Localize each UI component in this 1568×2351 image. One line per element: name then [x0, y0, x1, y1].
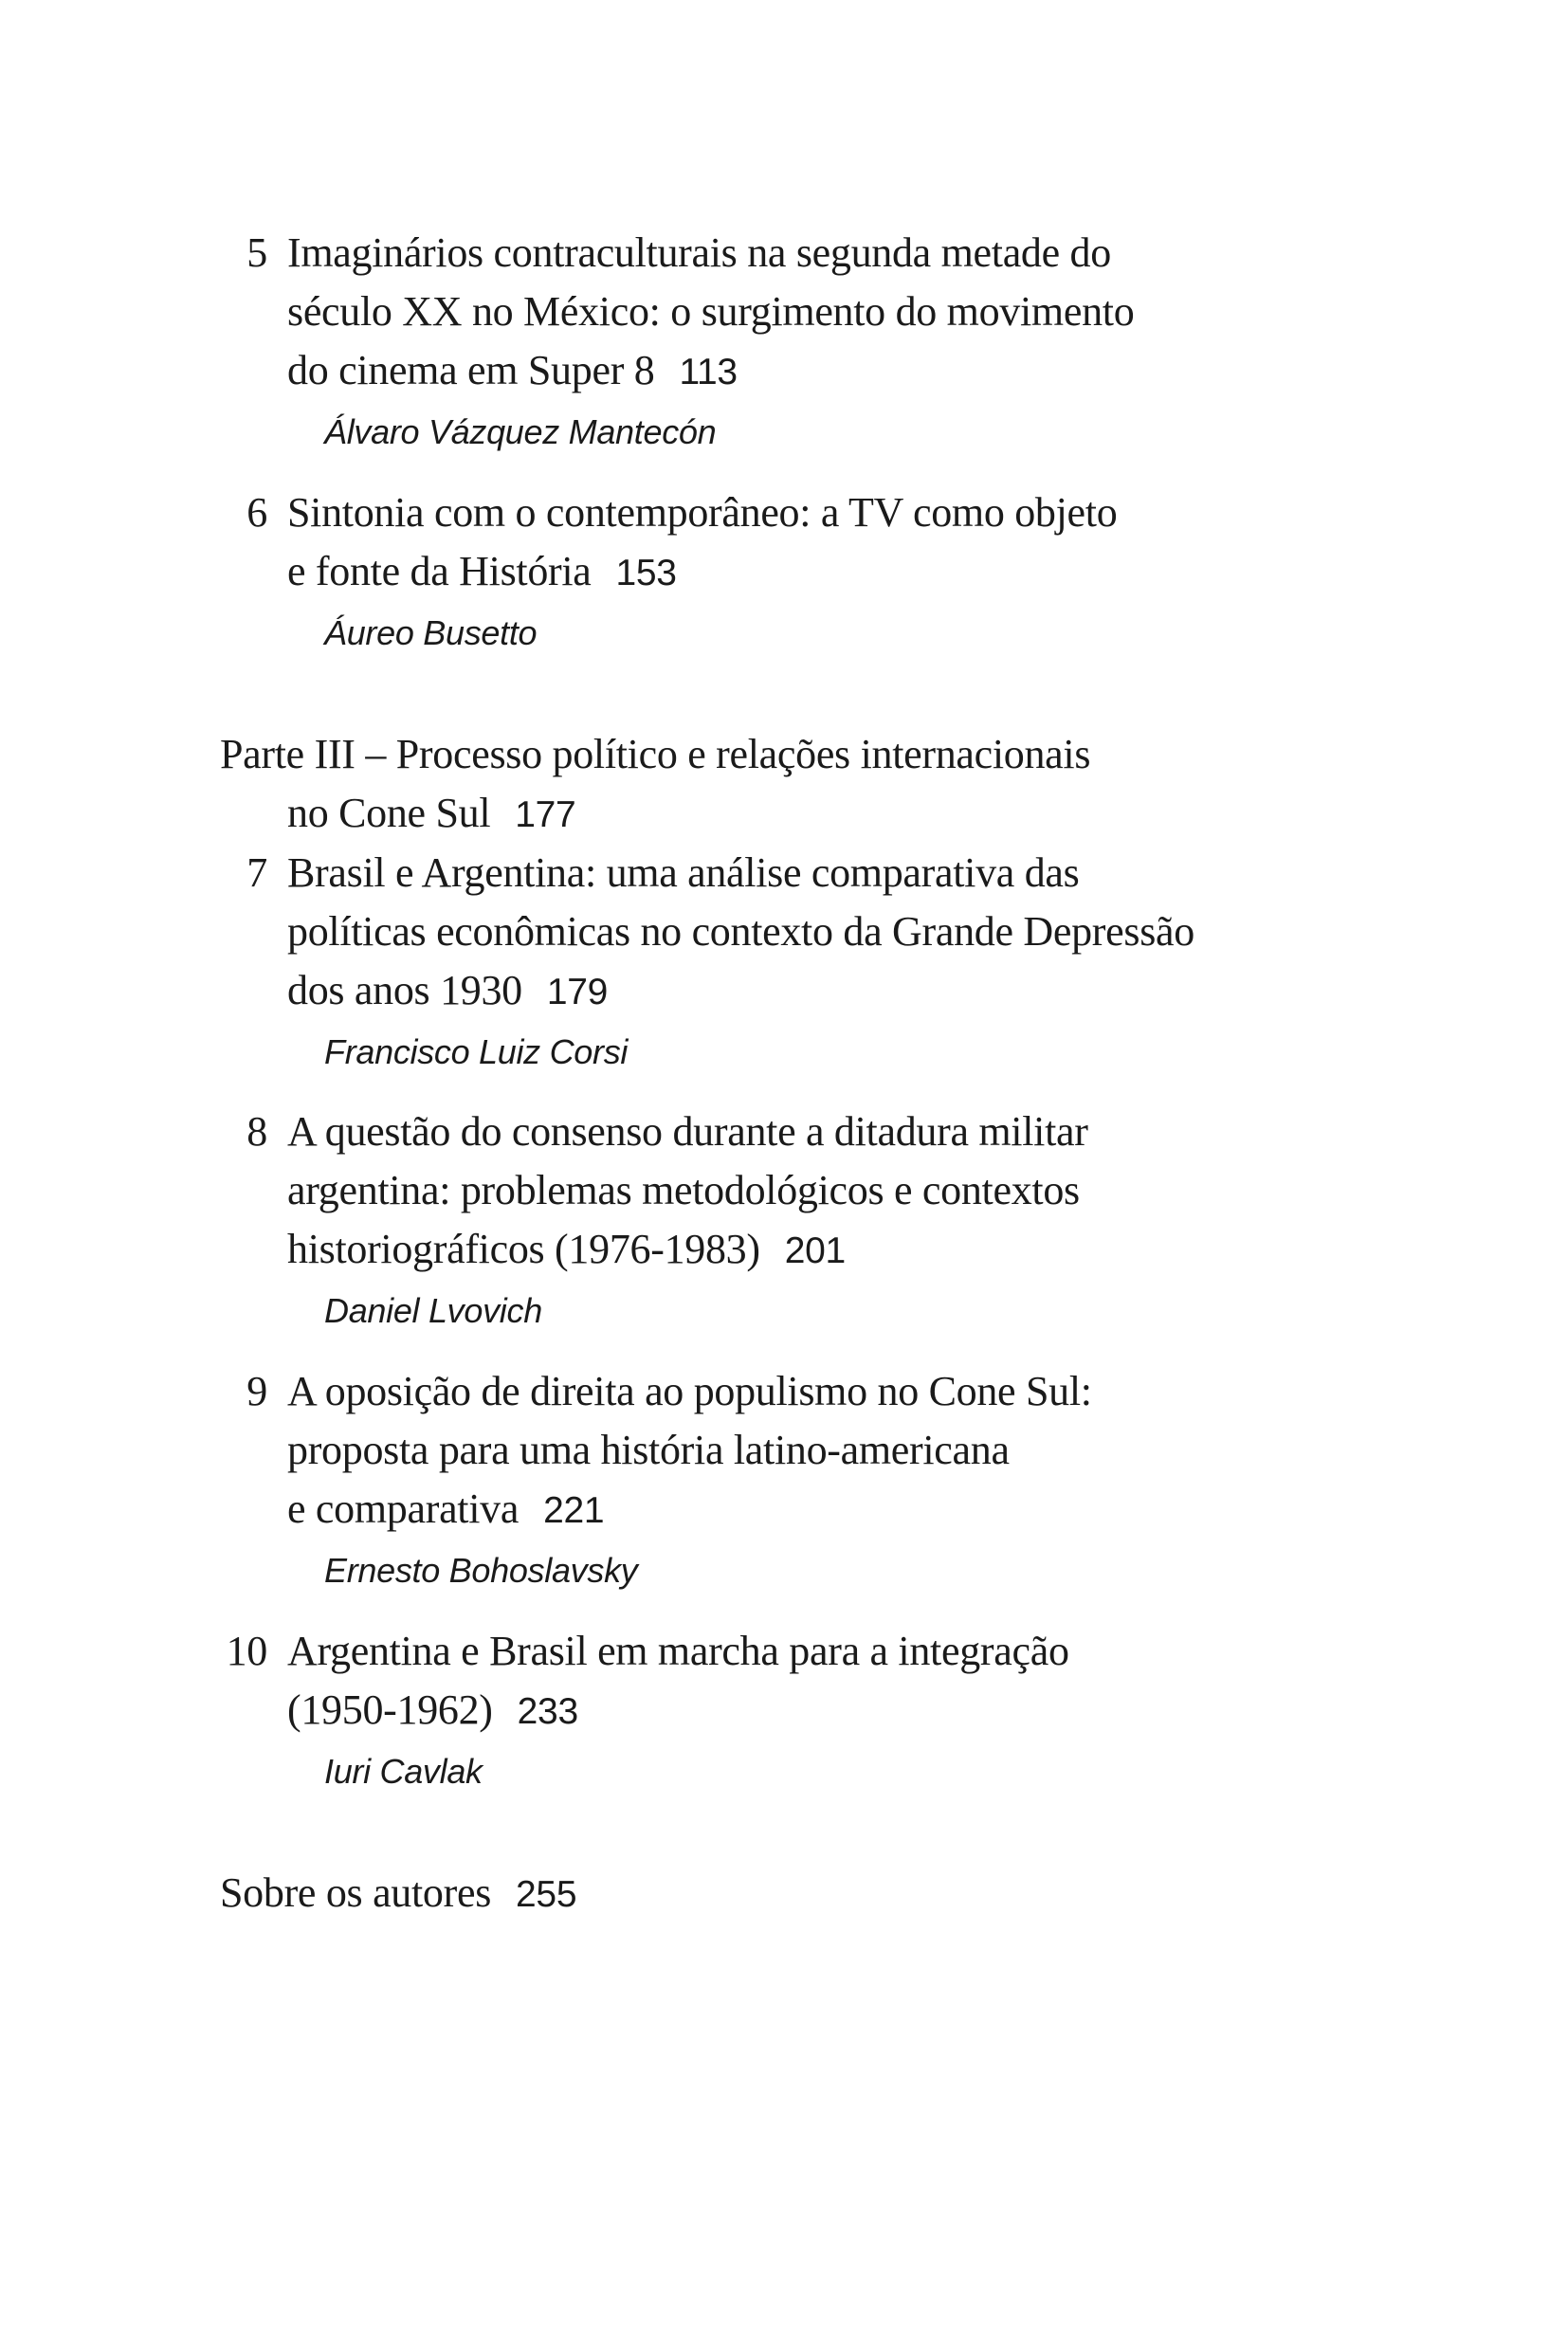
chapter-number: 7: [246, 849, 267, 896]
about-authors-entry: [220, 1864, 1358, 1924]
chapter-title-line: dos anos 1930: [287, 967, 522, 1013]
chapter-text: [287, 844, 1292, 1079]
chapter-title-line: e fonte da História: [287, 548, 592, 594]
chapter-text: [287, 1103, 1292, 1338]
chapter-title-line: proposta para uma história latino-americana: [287, 1427, 1010, 1473]
chapter-author: Álvaro Vázquez Mantecón: [324, 412, 717, 451]
page-number: 221: [543, 1490, 605, 1531]
chapter-title-line: Imaginários contraculturais na segunda metade do: [287, 229, 1111, 276]
about-authors-line: [220, 1864, 1358, 1924]
chapter-text: [287, 1622, 1292, 1798]
chapter-title-line: A questão do consenso durante a ditadura militar: [287, 1108, 1088, 1155]
chapter-number: 8: [246, 1108, 267, 1155]
chapter-author: Iuri Cavlak: [324, 1752, 483, 1791]
page-number: 113: [679, 352, 738, 392]
chapter-author: Ernesto Bohoslavsky: [324, 1551, 638, 1590]
chapter-title-line-last: [287, 1681, 1292, 1741]
chapter-title-line: argentina: problemas metodológicos e contextos: [287, 1167, 1080, 1213]
chapter-title-line-last: [287, 542, 1292, 603]
chapter-title-line: historiográficos (1976-1983): [287, 1226, 760, 1272]
chapter-title-line: século XX no México: o surgimento do movimento: [287, 288, 1135, 335]
chapter-title-line: Sintonia com o contemporâneo: a TV como objeto: [287, 489, 1118, 536]
chapter-title-line: Argentina e Brasil em marcha para a integração: [287, 1628, 1069, 1674]
chapter-title-line: do cinema em Super 8: [287, 347, 655, 393]
chapter-title-line: Brasil e Argentina: uma análise comparativa das: [287, 849, 1080, 896]
chapter-number: 6: [246, 489, 267, 536]
chapter-number: 5: [246, 229, 267, 276]
about-authors-label: Sobre os autores: [220, 1869, 492, 1916]
chapter-title-line: e comparativa: [287, 1485, 520, 1532]
chapter-title-line: (1950-1962): [287, 1686, 493, 1733]
page-number: 177: [515, 794, 576, 835]
part-title-line: Parte III – Processo político e relações internacionais: [220, 731, 1091, 777]
chapter-text: [287, 483, 1292, 660]
chapter-title-line-last: [287, 341, 1292, 402]
page-number: 179: [546, 972, 609, 1012]
chapter-number: 10: [226, 1628, 267, 1674]
part-title-line: no Cone Sul: [287, 790, 491, 836]
page-number: 153: [615, 553, 677, 593]
chapter-title-line-last: [287, 961, 1292, 1022]
chapter-text: [287, 1362, 1292, 1597]
chapter-title-line-last: [287, 1220, 1292, 1281]
page-number: 233: [517, 1691, 578, 1732]
chapter-title-line: políticas econômicas no contexto da Grande Depressão: [287, 908, 1194, 955]
chapter-author: Daniel Lvovich: [324, 1291, 542, 1330]
chapter-text: [287, 224, 1292, 459]
page-number: 255: [516, 1874, 577, 1915]
part-heading: [220, 725, 1358, 845]
chapter-title-line: A oposição de direita ao populismo no Cone Sul:: [287, 1368, 1092, 1414]
chapter-author: Áureo Busetto: [324, 613, 538, 652]
page-number: 201: [784, 1230, 846, 1271]
chapter-author: Francisco Luiz Corsi: [324, 1032, 629, 1071]
chapter-number: 9: [246, 1368, 267, 1414]
chapter-title-line-last: [287, 1480, 1292, 1540]
part-title-line-last: [287, 784, 1358, 845]
